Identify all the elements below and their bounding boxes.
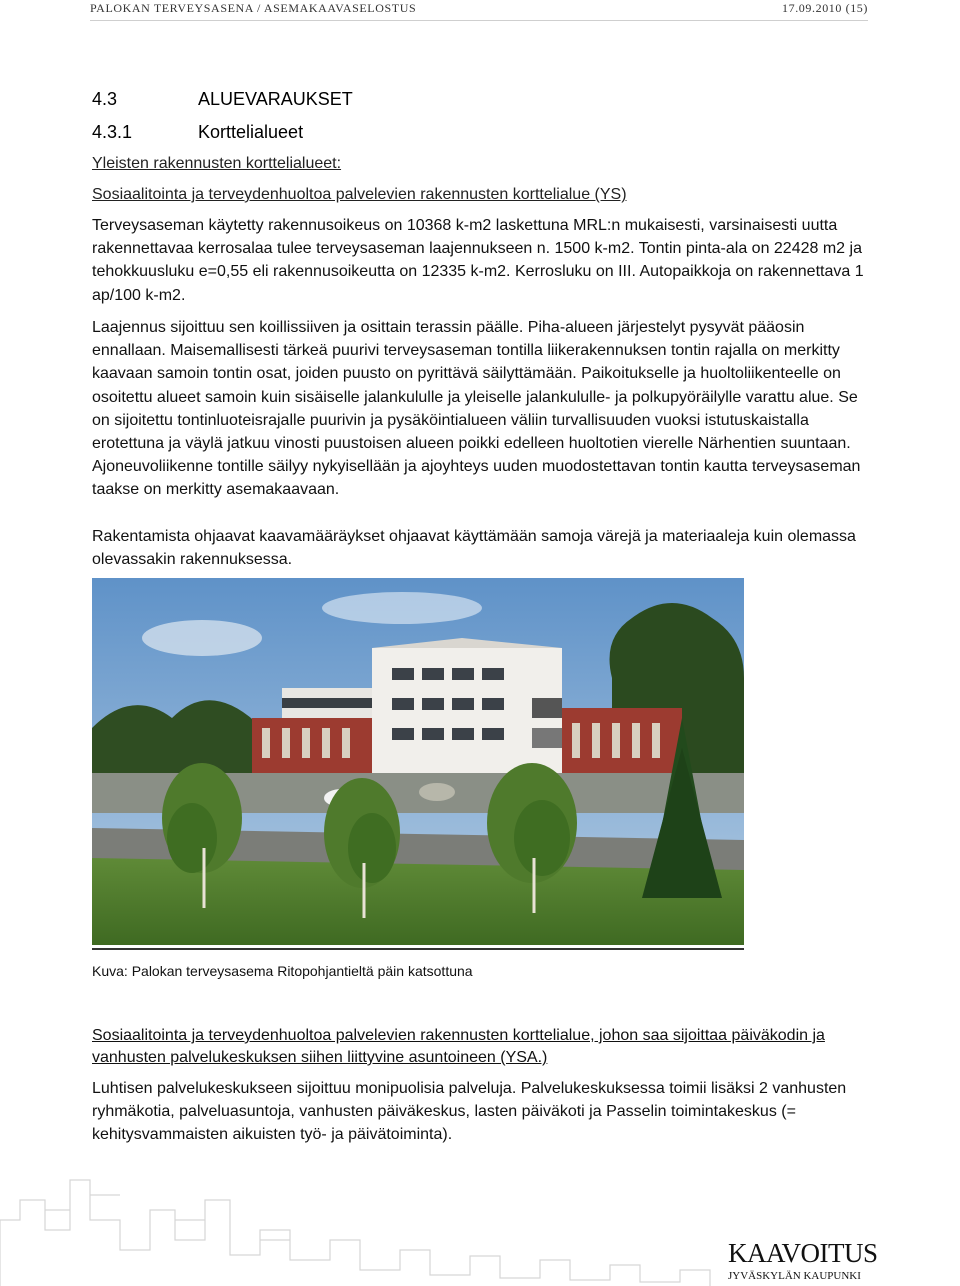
paragraph-luhtinen: Luhtisen palvelukeskukseen sijoittuu monipuolisia palveluja. Palvelukeskuksessa toimii lisäksi 2 vanhusten ryhmäkotia, palveluasuntoja, vanhusten päiväkeskus, lasten päiväkoti ja Passelin toimintakeskus (= kehitysvammaisten aikuisten työ- ja päivätoiminta). [92,1080,847,1144]
paragraph-kaavamaaraykset: Rakentamista ohjaavat kaavamääräykset ohjaavat käyttämään samoja värejä ja materiaaleja kuin olemassa olevassakin rakennuksessa. [92,528,856,569]
subsection-heading [92,121,303,143]
date-page-number: 17.09.2010 (15) [782,1,868,15]
photo-caption: Kuva: Palokan terveysasema Ritopohjantieltä päin katsottuna [92,963,473,979]
paragraph-rakennusoikeus: Terveysaseman käytetty rakennusoikeus on 10368 k-m2 laskettuna MRL:n mukaisesti, varsinaisesti uutta rakennettavaa kerrosalaa tulee terveysaseman laajennukseen n. 1500 k-m2. Tontin pinta-ala on 22428 m2 ja tehokkuusluku e=0,55 eli rakennusoikeutta on 12335 k-m2. Kerrosluku on III. Autopaikkoja on rakennettava 1 ap/100 k-m2. [92,217,864,304]
footer-subtitle: JYVÄSKYLÄN KAUPUNKI [728,1270,861,1282]
subsection-number: 4.3.1 [92,122,133,142]
health-station-photo [92,578,744,945]
section-heading [92,88,353,110]
document-title: PALOKAN TERVEYSASENA / ASEMAKAAVASELOSTUS [90,1,417,15]
photo-rule [92,948,744,950]
section-number: 4.3 [92,89,118,109]
footer-brand: KAAVOITUS [728,1238,878,1268]
ys-heading: Sosiaalitointa ja terveydenhuoltoa palvelevien rakennusten korttelialue (YS) [92,186,627,203]
yleiset-heading: Yleisten rakennusten korttelialueet: [92,155,342,172]
paragraph-laajennus: Laajennus sijoittuu sen koillissiiven ja osittain terassin päälle. Piha-alueen järjestelyt pysyvät pääosin ennallaan. Maisemallisesti tärkeä puurivi terveysaseman tontilla liikerakennuksen tontin rajalla on merkitty kaavaan samoin tontin osat, joiden puusto on pyrittävä säilyttämään. Paikoitukselle ja huoltoliikenteelle on osoitettu alueet samoin kuin sisäiselle jalankululle ja yleiselle jalankululle- ja polkupyöräilylle varattu alue. Se on sijoitettu tontinluoteisrajalle puurivin ja pysäköintialueen väliin turvallisuuden vuoksi istutuskaistalla erotettuna ja väylä jatkuu vinosti puustoisen alueen poikki edelleen huoltotien vierelle Närhentien suuntaan. Ajoneuvoliikenne tontille säilyy nykyisellään ja ajoyhteys uuden muodostettavan tontin kautta terveysaseman taakse on merkitty asemakaavaan. [92,319,861,499]
ysa-heading: Sosiaalitointa ja terveydenhuoltoa palvelevien rakennusten korttelialue, johon saa sijoittaa päiväkodin ja vanhusten palvelukeskuksen siihen liittyvine asuntoineen (YSA.) [92,1027,825,1066]
subsection-title: Korttelialueet [198,122,304,142]
section-title: ALUEVARAUKSET [198,89,353,109]
page-header [90,0,868,21]
